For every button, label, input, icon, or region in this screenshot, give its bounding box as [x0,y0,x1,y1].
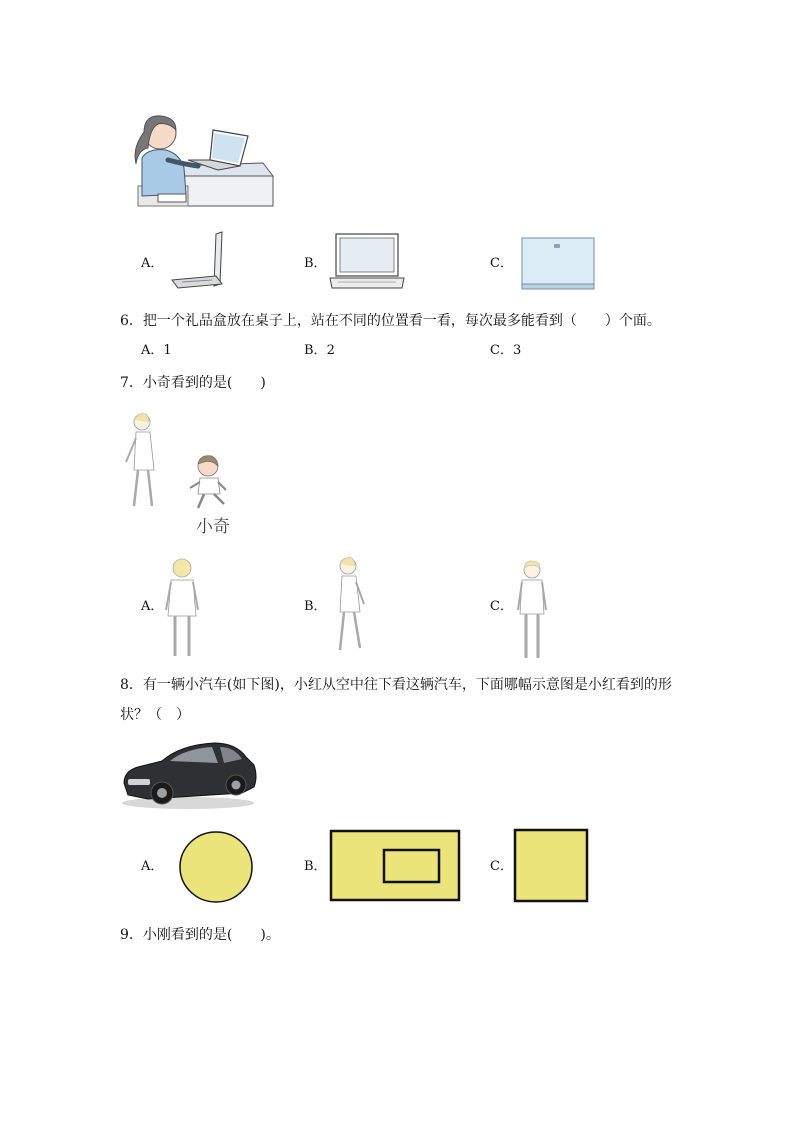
girl-at-laptop-icon [128,108,278,208]
q5-option-c-label: C． [490,256,513,271]
q6-option-c-value: 3 [512,343,522,358]
question-8-text-line1: 8．有一辆小汽车(如下图)，小红从空中往下看这辆汽车，下面哪幅示意图是小红看到的形 [120,677,672,693]
black-car-icon [118,735,258,811]
q6-option-a-letter: A． [141,343,164,358]
q6-option-c-letter: C． [490,343,513,358]
q8-option-a-label: A． [141,859,164,874]
q6-option-b [304,342,335,360]
laptop-side-view-icon [168,230,228,292]
laptop-front-view-icon [328,232,406,292]
child-back-view-icon [162,556,202,662]
q7-option-c-label: C． [490,599,513,614]
q8-option-c-label: C． [490,859,513,874]
question-8-text-line2: 状？（ ） [120,707,190,723]
laptop-back-view-icon [520,236,596,292]
q6-option-b-value: 2 [326,343,335,358]
child-front-view-icon [514,558,550,662]
q5-option-b-label: B． [304,256,327,271]
q6-option-a-value: 1 [163,343,172,358]
figure-label-xiaoqi: 小奇 [196,517,230,537]
q6-option-a [141,342,172,360]
question-6-text: 6．把一个礼品盒放在桌子上，站在不同的位置看一看，每次最多能看到（ ）个面。 [120,313,661,329]
q6-option-b-letter: B． [304,343,327,358]
q5-option-a-label: A． [141,256,164,271]
square-icon [513,828,591,904]
rectangle-with-inner-rectangle-icon [329,829,463,903]
circle-icon [176,829,256,905]
q7-option-a-label: A． [141,599,164,614]
q6-option-c [490,342,521,360]
question-7-text: 7．小奇看到的是( ) [120,375,266,391]
q7-option-b-label: B． [304,599,327,614]
two-children-icon [120,410,240,520]
child-side-view-icon [330,556,370,656]
question-9-text: 9．小刚看到的是( )。 [120,927,280,943]
q8-option-b-label: B． [304,859,327,874]
